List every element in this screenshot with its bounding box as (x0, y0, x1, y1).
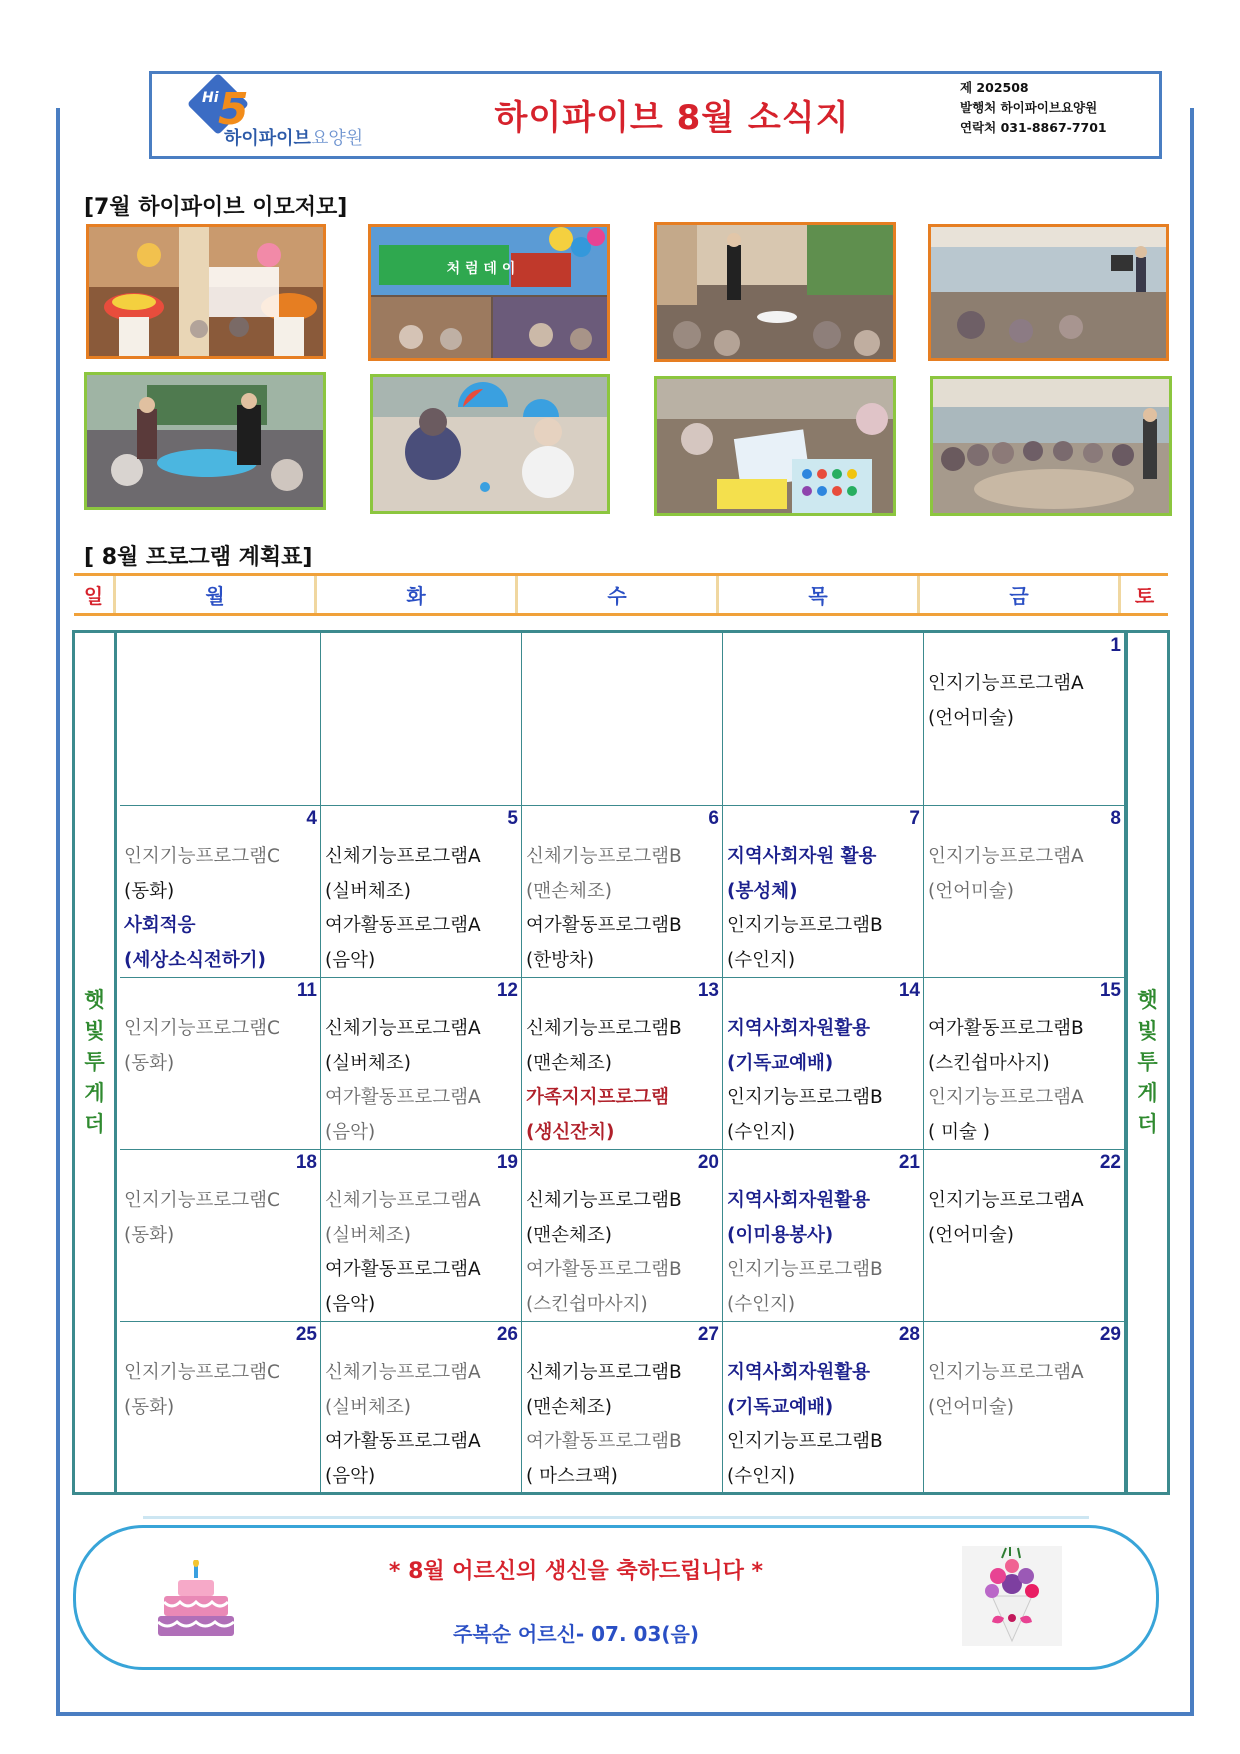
program-list (124, 840, 318, 978)
program-entry: 신체기능프로그램B (526, 1018, 682, 1039)
newsletter-header (149, 71, 1162, 159)
program-entry: ( 미술 ) (928, 1121, 990, 1143)
calendar-day-cell (522, 633, 723, 806)
calendar-day-cell (522, 1150, 723, 1322)
program-entry: 인지기능프로그램A (928, 1190, 1084, 1211)
program-entry: 여가활동프로그램A (325, 1259, 481, 1280)
day-number: 8 (1110, 808, 1121, 829)
program-entry: 신체기능프로그램B (526, 1190, 682, 1211)
logo-name-sub: 요양원 (310, 128, 364, 149)
day-number: 19 (496, 1152, 518, 1173)
photo-umbrella-craft (370, 374, 610, 514)
logo-mark: Hi (202, 90, 219, 106)
side-char: 빛 (84, 1019, 105, 1043)
program-list (526, 1184, 720, 1322)
day-number: 6 (708, 808, 719, 829)
calendar-day-cell (522, 1322, 723, 1492)
program-entry: 인지기능프로그램C (124, 1190, 280, 1211)
program-entry: 사회적응 (124, 915, 196, 936)
program-entry: (스킨쉽마사지) (928, 1052, 1050, 1074)
logo (174, 82, 374, 148)
program-entry: (실버체조) (325, 1396, 411, 1418)
birthday-message: * 8월 어르신의 생신을 축하드립니다 * (388, 1559, 764, 1584)
day-number: 29 (1099, 1324, 1121, 1345)
program-entry: ( 마스크팩) (526, 1465, 618, 1487)
program-list (124, 1356, 318, 1425)
calendar-day-cell (723, 1150, 924, 1322)
program-entry: 인지기능프로그램A (928, 846, 1084, 867)
program-section-title: [ 8월 프로그램 계획표] (84, 545, 313, 570)
photo-water-activity (84, 372, 326, 510)
program-entry: 인지기능프로그램C (124, 1362, 280, 1383)
logo-name (224, 124, 363, 150)
program-entry: 지역사회자원활용 (727, 1190, 870, 1211)
program-entry: (실버체조) (325, 1052, 411, 1074)
program-entry: 여가활동프로그램B (526, 1259, 682, 1280)
program-list (727, 1012, 921, 1150)
program-entry: 인지기능프로그램A (928, 1362, 1084, 1383)
day-number: 5 (507, 808, 518, 829)
program-entry: (음악) (325, 1293, 376, 1315)
photo-fruit-display (86, 224, 326, 359)
program-entry: 인지기능프로그램B (727, 1259, 883, 1280)
banner-top-rule (143, 1516, 1089, 1519)
weekday-mon: 월 (116, 576, 317, 613)
day-number: 14 (898, 980, 920, 1001)
program-entry: (언어미술) (928, 880, 1014, 902)
saturday-column-label (1125, 633, 1167, 1492)
flower-bouquet-icon (962, 1546, 1062, 1646)
calendar-day-cell (120, 806, 321, 978)
program-list (928, 1012, 1122, 1150)
program-list (325, 840, 519, 978)
calendar-day-cell (723, 806, 924, 978)
program-entry: (언어미술) (928, 1396, 1014, 1418)
calendar-day-cell (321, 633, 522, 806)
birthday-banner (73, 1525, 1159, 1670)
day-number: 12 (496, 980, 518, 1001)
program-entry: (수인지) (727, 1465, 796, 1487)
program-list (124, 1184, 318, 1253)
day-number: 7 (909, 808, 920, 829)
side-char: 햇 (1137, 988, 1158, 1012)
program-entry: (동화) (124, 880, 175, 902)
weekday-header (74, 576, 1168, 613)
calendar-grid (120, 633, 1125, 1492)
day-number: 26 (496, 1324, 518, 1345)
program-list (727, 1356, 921, 1492)
program-entry: 신체기능프로그램A (325, 1018, 481, 1039)
program-list (727, 1184, 921, 1322)
day-number: 13 (697, 980, 719, 1001)
day-number: 25 (295, 1324, 317, 1345)
program-entry: 지역사회자원활용 (727, 1362, 870, 1383)
photo-board-game (654, 376, 896, 516)
program-list (928, 840, 1122, 909)
issue-number: 제 202508 (960, 80, 1029, 95)
program-entry: 신체기능프로그램B (526, 846, 682, 867)
program-entry: 가족지지프로그램 (526, 1087, 669, 1108)
program-entry: (음악) (325, 949, 376, 971)
day-number: 27 (697, 1324, 719, 1345)
calendar-day-cell (120, 1150, 321, 1322)
program-list (124, 1012, 318, 1081)
program-entry: (동화) (124, 1224, 175, 1246)
program-entry: (언어미술) (928, 707, 1014, 729)
day-number: 22 (1099, 1152, 1121, 1173)
program-entry: 여가활동프로그램B (928, 1018, 1084, 1039)
program-entry: 여가활동프로그램B (526, 915, 682, 936)
calendar-day-cell (120, 633, 321, 806)
program-list (928, 667, 1122, 736)
program-entry: (봉성체) (727, 880, 798, 902)
program-entry: 신체기능프로그램A (325, 846, 481, 867)
program-entry: 인지기능프로그램B (727, 1431, 883, 1452)
calendar-header-rule-bottom (74, 613, 1168, 616)
program-entry: 인지기능프로그램B (727, 915, 883, 936)
weekday-thu: 목 (719, 576, 920, 613)
program-entry: (세상소식전하기) (124, 949, 267, 971)
program-entry: (수인지) (727, 1121, 796, 1143)
program-entry: (수인지) (727, 949, 796, 971)
weekday-wed: 수 (518, 576, 719, 613)
photo-banner-text: 처 럼 데 이 (446, 261, 516, 277)
contact: 연락처 031-8867-7701 (960, 120, 1107, 135)
program-list (727, 840, 921, 978)
photo-group-hall (930, 376, 1172, 516)
side-char: 빛 (1137, 1019, 1158, 1043)
photo-presentation-room (654, 222, 896, 362)
program-entry: (맨손체조) (526, 880, 612, 902)
program-list (928, 1184, 1122, 1253)
program-entry: 여가활동프로그램A (325, 1431, 481, 1452)
program-entry: (기독교예배) (727, 1396, 834, 1418)
photos-section-title: [7월 하이파이브 이모저모] (84, 195, 348, 220)
program-entry: 신체기능프로그램B (526, 1362, 682, 1383)
weekday-sat: 토 (1134, 584, 1155, 608)
side-char: 투 (84, 1050, 105, 1074)
program-entry: 여가활동프로그램B (526, 1431, 682, 1452)
calendar-day-cell (321, 1150, 522, 1322)
day-number: 15 (1099, 980, 1121, 1001)
side-char: 게 (84, 1081, 105, 1105)
program-entry: 인지기능프로그램C (124, 1018, 280, 1039)
program-entry: 인지기능프로그램A (928, 1087, 1084, 1108)
weekday-tue: 화 (317, 576, 518, 613)
side-char: 햇 (84, 988, 105, 1012)
program-list (325, 1184, 519, 1322)
program-entry: (생신잔치) (526, 1121, 615, 1143)
issue-info (960, 78, 1107, 138)
calendar-day-cell (924, 633, 1125, 806)
calendar-day-cell (924, 1150, 1125, 1322)
calendar-day-cell (723, 633, 924, 806)
calendar-day-cell (924, 978, 1125, 1150)
program-entry: (맨손체조) (526, 1224, 612, 1246)
program-entry: 지역사회자원활용 (727, 1018, 870, 1039)
program-entry: (기독교예배) (727, 1052, 834, 1074)
program-entry: (한방차) (526, 949, 595, 971)
calendar-day-cell (522, 806, 723, 978)
day-number: 20 (697, 1152, 719, 1173)
program-list (526, 1356, 720, 1492)
program-list (526, 1012, 720, 1150)
day-number: 4 (306, 808, 317, 829)
day-number: 28 (898, 1324, 920, 1345)
publisher: 발행처 하이파이브요양원 (960, 100, 1098, 115)
day-number: 18 (295, 1152, 317, 1173)
program-entry: (동화) (124, 1396, 175, 1418)
program-entry: (음악) (325, 1121, 376, 1143)
newsletter-title: 하이파이브 8월 소식지 (494, 98, 850, 138)
program-entry: (맨손체조) (526, 1396, 612, 1418)
calendar-day-cell (120, 978, 321, 1150)
side-char: 더 (84, 1112, 105, 1136)
calendar-day-cell (924, 1322, 1125, 1492)
program-entry: 여가활동프로그램A (325, 1087, 481, 1108)
program-entry: (맨손체조) (526, 1052, 612, 1074)
birthday-person: 주복순 어르신- 07. 03(음) (453, 1622, 699, 1646)
logo-five: 5 (218, 84, 249, 135)
program-entry: (실버체조) (325, 1224, 411, 1246)
program-entry: 신체기능프로그램A (325, 1362, 481, 1383)
calendar-day-cell (321, 978, 522, 1150)
program-entry: (동화) (124, 1052, 175, 1074)
calendar-day-cell (723, 1322, 924, 1492)
program-list (928, 1356, 1122, 1425)
side-char: 투 (1137, 1050, 1158, 1074)
calendar-day-cell (924, 806, 1125, 978)
calendar-day-cell (321, 806, 522, 978)
program-entry: (수인지) (727, 1293, 796, 1315)
sunday-column-label (75, 633, 117, 1492)
birthday-cake-icon (156, 1560, 236, 1640)
program-entry: 인지기능프로그램B (727, 1087, 883, 1108)
program-entry: (언어미술) (928, 1224, 1014, 1246)
program-list (325, 1356, 519, 1492)
program-entry: 여가활동프로그램A (325, 915, 481, 936)
day-number: 11 (296, 980, 317, 1001)
logo-name-main: 하이파이브 (224, 128, 311, 149)
program-entry: (스킨쉽마사지) (526, 1293, 648, 1315)
day-number: 21 (898, 1152, 920, 1173)
weekday-sun: 일 (74, 576, 116, 613)
program-entry: 인지기능프로그램C (124, 846, 280, 867)
program-calendar (72, 630, 1170, 1495)
program-entry: (이미용봉사) (727, 1224, 834, 1246)
weekday-fri: 금 (920, 576, 1121, 613)
calendar-day-cell (723, 978, 924, 1150)
program-entry: 지역사회자원 활용 (727, 846, 877, 867)
calendar-day-cell (120, 1322, 321, 1492)
side-char: 더 (1137, 1112, 1158, 1136)
program-list (526, 840, 720, 978)
day-number: 1 (1110, 635, 1121, 656)
program-list (325, 1012, 519, 1150)
program-entry: 인지기능프로그램A (928, 673, 1084, 694)
side-char: 게 (1137, 1081, 1158, 1105)
photo-event-banner (368, 224, 610, 361)
photo-lecture-hall (928, 224, 1169, 361)
calendar-day-cell (321, 1322, 522, 1492)
program-entry: (음악) (325, 1465, 376, 1487)
calendar-day-cell (522, 978, 723, 1150)
program-entry: 신체기능프로그램A (325, 1190, 481, 1211)
program-entry: (실버체조) (325, 880, 411, 902)
